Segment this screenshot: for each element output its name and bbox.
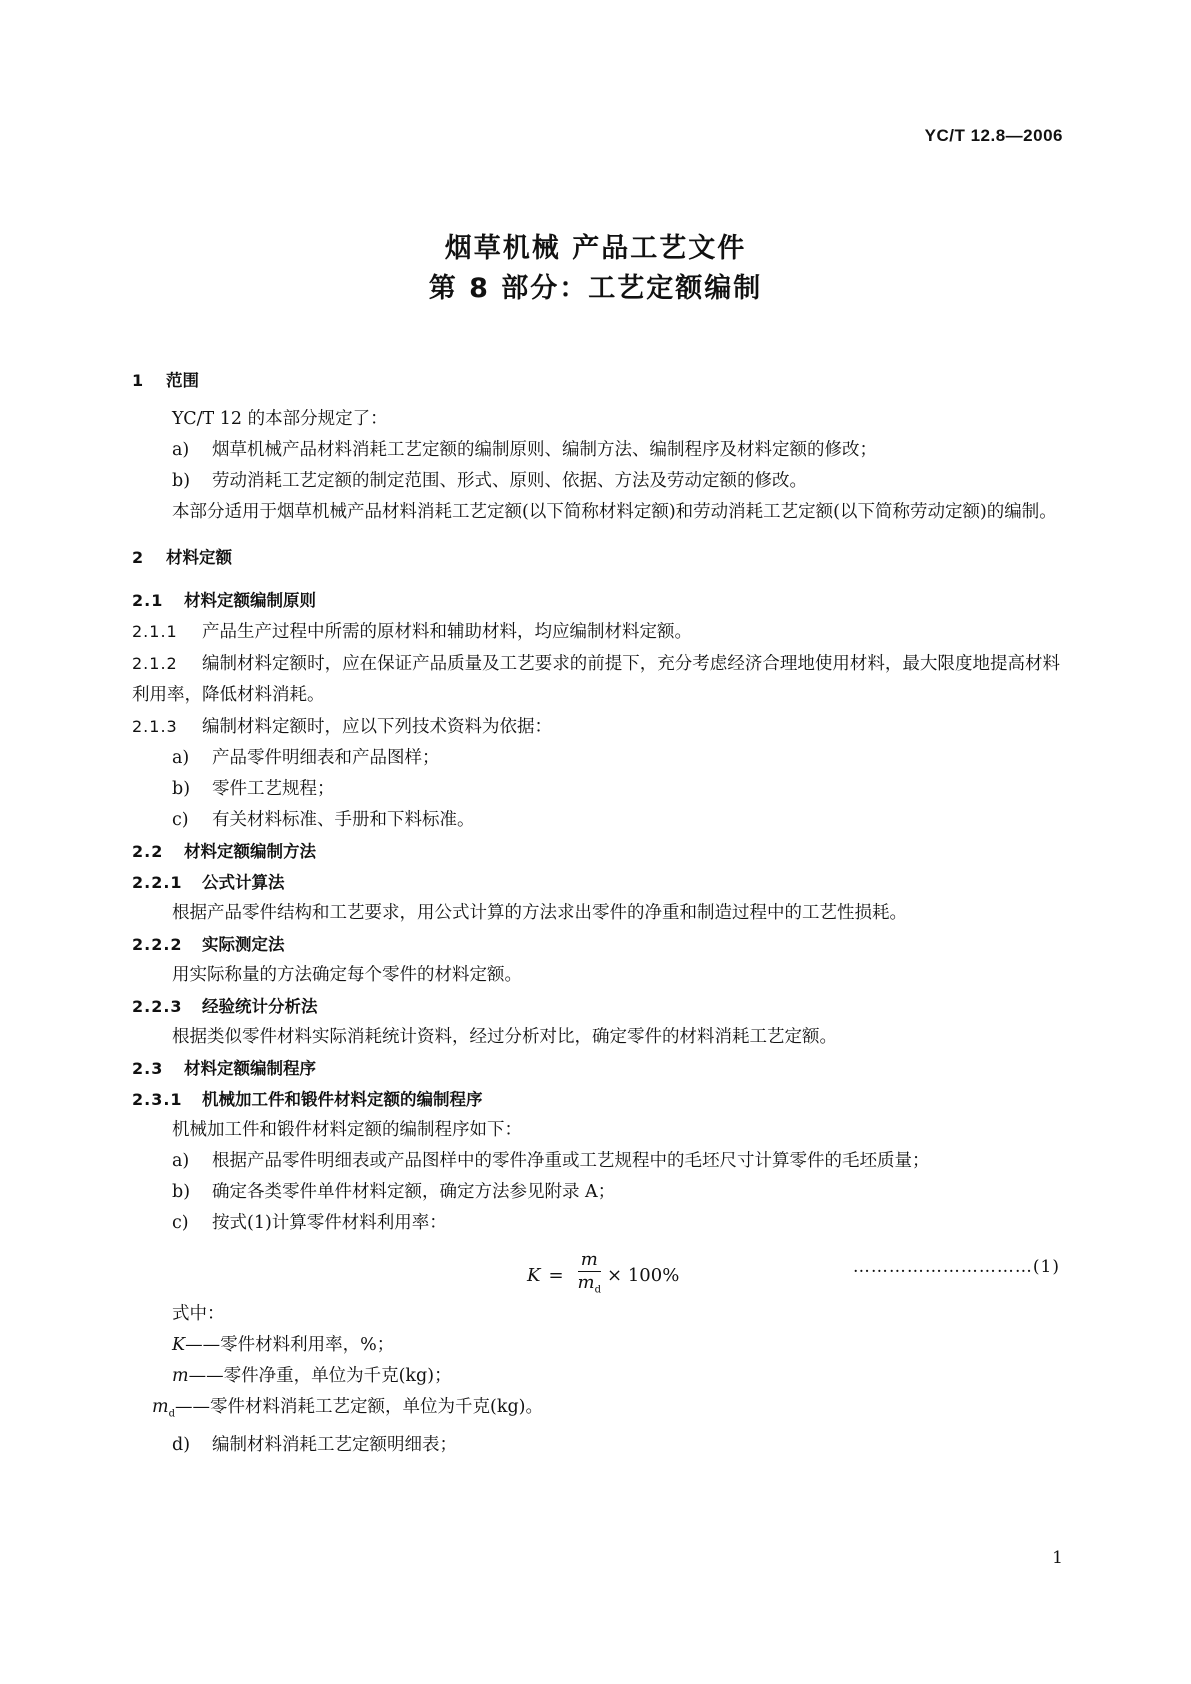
clause-text: 编制材料定额时，应以下列技术资料为依据：: [202, 717, 552, 737]
list-text: 按式(1)计算零件材料利用率：: [212, 1213, 447, 1233]
section-heading: [132, 542, 1060, 573]
section-title: 材料定额编制方法: [184, 842, 316, 861]
definition-text: ——零件材料利用率，%；: [185, 1335, 395, 1355]
section-number: 2.1: [132, 591, 164, 610]
list-label: c): [172, 810, 189, 830]
definition-variable: m: [172, 1366, 189, 1386]
definition-row: [172, 1361, 1060, 1392]
list-label: a): [172, 440, 190, 460]
clause-number: 2.1.2: [132, 654, 178, 673]
section-title: 范围: [166, 371, 199, 390]
section-number: 2.2: [132, 842, 164, 861]
list-item: [132, 435, 1060, 466]
section-title: 材料定额编制原则: [184, 591, 316, 610]
section-number: 2.2.3: [132, 997, 183, 1016]
list-item: [132, 805, 1060, 836]
document-body: [132, 365, 1060, 1461]
subsubsection-heading: [132, 991, 1060, 1022]
list-text: 根据产品零件明细表或产品图样中的零件净重或工艺规程中的毛坯尺寸计算零件的毛坯质量；: [212, 1151, 930, 1171]
subsection-heading: [132, 585, 1060, 616]
formula-fraction: [578, 1249, 601, 1302]
clause: [132, 648, 1060, 711]
section-heading: [132, 365, 1060, 396]
list-item: [132, 1208, 1060, 1239]
fraction-denominator: [578, 1272, 601, 1302]
subsection-heading: [132, 836, 1060, 867]
paragraph: 根据产品零件结构和工艺要求，用公式计算的方法求出零件的净重和制造过程中的工艺性损耗。: [172, 903, 907, 923]
formula-lhs: K: [527, 1264, 541, 1286]
standard-code: YC/T 12.8—2006: [924, 126, 1063, 145]
list-item: [132, 466, 1060, 497]
section-number: 2.2.1: [132, 873, 183, 892]
definition-text: ——零件净重，单位为千克(kg)；: [188, 1366, 452, 1386]
list-label: c): [172, 1213, 189, 1233]
list-text: 产品零件明细表和产品图样；: [212, 748, 440, 768]
list-text: 有关材料标准、手册和下料标准。: [212, 810, 475, 830]
formula: [527, 1249, 679, 1302]
clause-text: 产品生产过程中所需的原材料和辅助材料，均应编制材料定额。: [202, 622, 692, 642]
list-label: b): [172, 779, 191, 799]
paragraph: 用实际称量的方法确定每个零件的材料定额。: [172, 965, 522, 985]
paragraph: 机械加工件和锻件材料定额的编制程序如下：: [172, 1120, 522, 1140]
list-text: 零件工艺规程；: [212, 779, 335, 799]
definition-text: ——零件材料消耗工艺定额，单位为千克(kg)。: [175, 1397, 543, 1417]
document-title: 烟草机械 产品工艺文件: [444, 233, 747, 264]
section-number: 2.3: [132, 1059, 164, 1078]
formula-rhs: × 100%: [607, 1264, 680, 1286]
list-text: 编制材料消耗工艺定额明细表；: [212, 1434, 457, 1455]
definition-variable: K: [172, 1335, 186, 1355]
definition-subscript: d: [168, 1408, 176, 1420]
definition-row: [152, 1392, 1060, 1430]
list-item: [132, 774, 1060, 805]
list-item: [132, 1146, 1060, 1177]
formula-block: [132, 1243, 1060, 1299]
section-number: 2.2.2: [132, 935, 183, 954]
section-title: 经验统计分析法: [202, 997, 318, 1016]
paragraph: 式中：: [172, 1304, 225, 1324]
subsubsection-heading: [132, 929, 1060, 960]
list-text: 劳动消耗工艺定额的制定范围、形式、原则、依据、方法及劳动定额的修改。: [212, 471, 807, 491]
section-number: 2.3.1: [132, 1090, 183, 1109]
denominator-subscript: d: [594, 1284, 602, 1296]
list-text: 烟草机械产品材料消耗工艺定额的编制原则、编制方法、编制程序及材料定额的修改；: [212, 440, 877, 460]
subsubsection-heading: [132, 867, 1060, 898]
fraction-numerator: m: [578, 1249, 601, 1272]
clause: [132, 616, 1060, 648]
document-subtitle: 第 8 部分：工艺定额编制: [428, 273, 763, 304]
list-label: a): [172, 748, 190, 768]
definition-variable: m: [152, 1397, 169, 1417]
list-label: b): [172, 1182, 191, 1202]
section-number: 2: [132, 548, 145, 567]
variable-definitions: [132, 1330, 1060, 1430]
denominator-var: m: [577, 1272, 595, 1293]
section-title: 材料定额编制程序: [184, 1059, 316, 1078]
section-number: 1: [132, 371, 145, 390]
section-title: 实际测定法: [202, 935, 285, 954]
list-item: [132, 743, 1060, 774]
paragraph: 根据类似零件材料实际消耗统计资料，经过分析对比，确定零件的材料消耗工艺定额。: [172, 1027, 837, 1047]
subsubsection-heading: [132, 1084, 1060, 1115]
list-label: a): [172, 1151, 190, 1171]
list-item: [132, 1430, 1060, 1461]
section-title: 材料定额: [166, 548, 232, 567]
clause-number: 2.1.3: [132, 717, 178, 736]
list-label: d): [172, 1434, 191, 1455]
list-label: b): [172, 471, 191, 491]
subsection-heading: [132, 1053, 1060, 1084]
formula-equals: =: [548, 1264, 564, 1286]
list-item: [132, 1177, 1060, 1208]
definition-row: [172, 1330, 1060, 1361]
page-number: 1: [1052, 1548, 1063, 1568]
list-text: 确定各类零件单件材料定额，确定方法参见附录 A；: [212, 1182, 616, 1202]
clause: [132, 711, 1060, 743]
paragraph: YC/T 12 的本部分规定了：: [172, 409, 388, 429]
equation-number: …………………………(1): [852, 1257, 1060, 1277]
clause-number: 2.1.1: [132, 622, 178, 641]
clause-text: 编制材料定额时，应在保证产品质量及工艺要求的前提下，充分考虑经济合理地使用材料，最大限度地提高材料利用率，降低材料消耗。: [132, 654, 1060, 705]
section-title: 公式计算法: [202, 873, 285, 892]
section-title: 机械加工件和锻件材料定额的编制程序: [202, 1090, 483, 1109]
paragraph: 本部分适用于烟草机械产品材料消耗工艺定额(以下简称材料定额)和劳动消耗工艺定额(以下简称劳动定额)的编制。: [172, 502, 1057, 522]
